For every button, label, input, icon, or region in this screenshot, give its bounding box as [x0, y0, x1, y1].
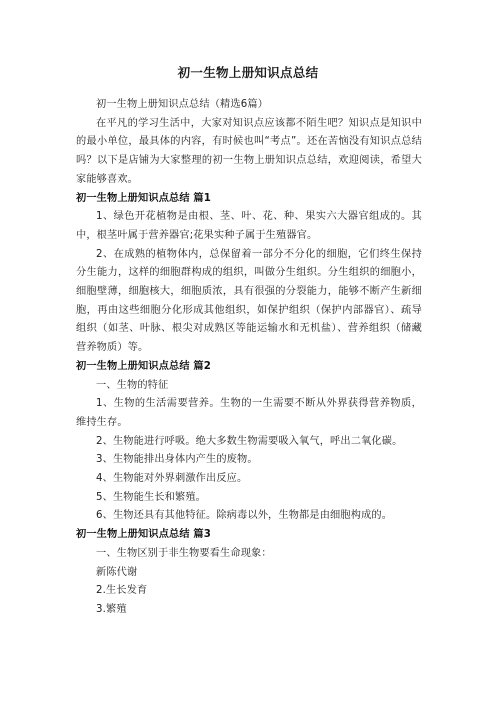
- document-body: [76, 96, 422, 620]
- section-2-subheading: 一、生物的特征: [96, 379, 169, 391]
- section-2-item-3: 3、生物能排出身体内产生的废物。: [96, 454, 258, 466]
- section-1-paragraph-1: 1、绿色开花植物是由根、茎、叶、花、种、果实六大器官组成的。其中，根茎叶属于营养器官;花果实种子属于生殖器官。: [76, 211, 422, 241]
- section-3-subheading: 一、生物区别于非生物要看生命现象：: [96, 547, 272, 559]
- section-1-heading: 初一生物上册知识点总结 篇1: [76, 192, 211, 204]
- section-2-heading: 初一生物上册知识点总结 篇2: [76, 360, 211, 372]
- document-subtitle: 初一生物上册知识点总结（精选6篇）: [96, 99, 269, 110]
- section-3-item-3: 3.繁殖: [96, 603, 127, 615]
- section-3-item-2: 2.生长发育: [96, 585, 148, 597]
- section-1-paragraph-2: 2、在成熟的植物体内，总保留着一部分不分化的细胞，它们终生保持分生能力，这样的细胞群构成的组织，叫做分生组织。分生组织的细胞小，细胞壁薄，细胞核大，细胞质浓，具有很强的分裂能力，能够不断产生新细胞，再由这些细胞分化形成其他组织，如保护组织（保护内部器官）、疏导组织（如茎、叶脉、根尖对成熟区等能运输水和无机盐）、营养组织（储藏营养物质）等。: [76, 248, 422, 354]
- section-2-item-4: 4、生物能对外界刺激作出反应。: [96, 473, 248, 485]
- section-3-heading: 初一生物上册知识点总结 篇3: [76, 529, 211, 541]
- intro-paragraph: 在平凡的学习生活中，大家对知识点应该都不陌生吧？知识点是知识中的最小单位，最具体的内容，有时候也叫“考点”。还在苦恼没有知识点总结吗？以下是店铺为大家整理的初一生物上册知识点总结，欢迎阅读，希望大家能够喜欢。: [76, 117, 422, 185]
- section-3-item-1: 新陈代谢: [96, 566, 138, 578]
- section-2-item-2: 2、生物能进行呼吸。绝大多数生物需要吸入氧气，呼出二氧化碳。: [96, 435, 403, 447]
- document-title: 初一生物上册知识点总结: [177, 65, 319, 80]
- section-2-item-6: 6、生物还具有其他特征。除病毒以外，生物都是由细胞构成的。: [96, 510, 393, 522]
- section-2-item-1: 1、生物的生活需要营养。生物的一生需要不断从外界获得营养物质，维持生存。: [76, 398, 422, 428]
- section-2-item-5: 5、生物能生长和繁殖。: [96, 491, 207, 503]
